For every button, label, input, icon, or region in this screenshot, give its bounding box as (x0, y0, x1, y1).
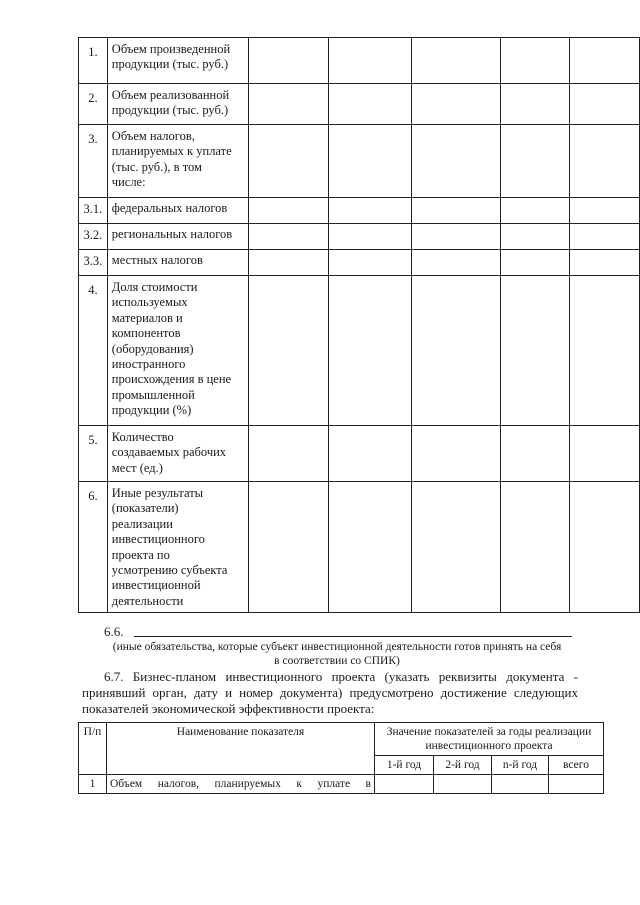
indicator-name-line: происхождения в цене (111, 372, 232, 387)
value-cell[interactable] (501, 84, 570, 125)
value-cell[interactable] (570, 38, 640, 84)
value-cell[interactable] (501, 224, 570, 250)
row-number: 1 (79, 775, 107, 794)
section-6-6 (104, 624, 124, 640)
indicator-name-line: (оборудования) (111, 341, 194, 356)
indicator-name-line: промышленной (111, 387, 195, 402)
indicator-name-line: продукции (тыс. руб.) (111, 103, 229, 118)
value-cell[interactable] (329, 224, 412, 250)
row-number: 3.3. (79, 250, 108, 276)
note-line: в соответствии со СПИК) (274, 655, 400, 667)
value-cell[interactable] (501, 250, 570, 276)
indicator-name-line: Доля стоимости (111, 280, 198, 294)
indicator-name-line: планируемых к уплате (111, 144, 232, 159)
table-row (79, 125, 640, 198)
value-cell[interactable] (249, 38, 329, 84)
section-6-7-paragraph: 6.7. Бизнес-планом инвестиционного проекта (указать реквизиты документа - принявший орган, дату и номер документа) предусмотрено достижение следующих показателей экономической эффективности проекта: (82, 669, 578, 716)
value-cell[interactable] (249, 198, 329, 224)
indicators-table (78, 37, 640, 613)
value-cell[interactable] (570, 224, 640, 250)
indicator-name (107, 125, 248, 198)
column-header-group: Значение показателей за годы реализации инвестиционного проекта (375, 723, 604, 756)
table-row (79, 276, 640, 426)
value-cell[interactable] (412, 198, 501, 224)
section-6-6-note (82, 640, 592, 668)
value-cell[interactable] (570, 276, 640, 426)
value-cell[interactable] (570, 250, 640, 276)
row-number: 4. (79, 276, 108, 426)
indicator-name-line: продукции (тыс. руб.) (111, 57, 229, 72)
value-cell[interactable] (501, 125, 570, 198)
indicator-name-line: числе: (111, 175, 146, 190)
value-cell[interactable] (412, 224, 501, 250)
column-header-year2: 2-й год (434, 756, 492, 775)
value-cell[interactable] (329, 482, 412, 613)
value-cell[interactable] (329, 250, 412, 276)
value-cell[interactable] (329, 198, 412, 224)
value-cell[interactable] (249, 426, 329, 482)
value-cell[interactable] (501, 198, 570, 224)
indicator-name-line: Объем произведенной (111, 42, 231, 56)
table-header-row (79, 723, 604, 756)
fill-in-line[interactable] (134, 636, 572, 637)
value-cell[interactable] (412, 276, 501, 426)
table-row (79, 224, 640, 250)
indicator-name (107, 198, 248, 224)
indicator-name-line: инвестиционного (111, 532, 205, 547)
section-number: 6.6. (104, 624, 124, 639)
value-cell[interactable] (434, 775, 492, 794)
table-row (79, 38, 640, 84)
value-cell[interactable] (570, 426, 640, 482)
indicator-name-line: усмотрению субъекта (111, 563, 228, 578)
value-cell[interactable] (501, 482, 570, 613)
indicator-name (107, 250, 248, 276)
indicator-name-line: материалов и (111, 310, 183, 325)
efficiency-table (78, 722, 604, 794)
indicator-name-line: Объем реализованной (111, 88, 230, 102)
row-number: 1. (79, 38, 108, 84)
value-cell[interactable] (501, 38, 570, 84)
table-row (79, 84, 640, 125)
column-header-name: Наименование показателя (107, 723, 375, 775)
value-cell[interactable] (570, 482, 640, 613)
note-line: (иные обязательства, которые субъект инвестиционной деятельности готов принять на себя (112, 641, 562, 653)
value-cell[interactable] (501, 276, 570, 426)
indicator-name-line: (тыс. руб.), в том (111, 159, 202, 174)
value-cell[interactable] (570, 125, 640, 198)
indicator-name-line: проекта по (111, 547, 170, 562)
value-cell[interactable] (412, 482, 501, 613)
indicator-name-line: используемых (111, 295, 188, 310)
indicator-name-line: создаваемых рабочих (111, 445, 227, 460)
value-cell[interactable] (329, 125, 412, 198)
table-row (79, 482, 640, 613)
value-cell[interactable] (412, 426, 501, 482)
column-header-num: П/п (79, 723, 107, 775)
row-number: 3.2. (79, 224, 108, 250)
indicator-name: Объем налогов, планируемых к уплате в (107, 775, 375, 794)
value-cell[interactable] (412, 125, 501, 198)
indicator-name-line: компонентов (111, 326, 181, 341)
indicator-name-line: региональных налогов (111, 227, 233, 241)
indicator-name (107, 426, 248, 482)
indicator-name-line: Иные результаты (111, 486, 204, 500)
value-cell[interactable] (412, 250, 501, 276)
indicator-name-line: федеральных налогов (111, 201, 228, 215)
value-cell[interactable] (549, 775, 604, 794)
indicator-name (107, 482, 248, 613)
value-cell[interactable] (329, 38, 412, 84)
column-header-total: всего (549, 756, 604, 775)
value-cell[interactable] (412, 38, 501, 84)
value-cell[interactable] (329, 84, 412, 125)
value-cell[interactable] (412, 84, 501, 125)
value-cell[interactable] (249, 224, 329, 250)
indicator-name-line: Объем налогов, (111, 129, 195, 143)
indicator-name-line: иностранного (111, 357, 186, 372)
value-cell[interactable] (249, 125, 329, 198)
row-number: 5. (79, 426, 108, 482)
row-number: 2. (79, 84, 108, 125)
indicator-name-line: инвестиционной (111, 578, 201, 593)
value-cell[interactable] (501, 426, 570, 482)
column-header-year1: 1-й год (375, 756, 434, 775)
indicator-name-line: местных налогов (111, 253, 203, 267)
value-cell[interactable] (570, 84, 640, 125)
table-row (79, 775, 604, 794)
indicator-name-line: (показатели) (111, 501, 179, 516)
table-row (79, 250, 640, 276)
indicator-name-line: мест (ед.) (111, 460, 163, 475)
value-cell[interactable] (329, 426, 412, 482)
indicator-name-line: деятельности (111, 593, 184, 608)
value-cell[interactable] (249, 250, 329, 276)
value-cell[interactable] (249, 84, 329, 125)
value-cell[interactable] (570, 198, 640, 224)
column-header-yearn: n-й год (492, 756, 549, 775)
row-number: 3.1. (79, 198, 108, 224)
indicator-name (107, 84, 248, 125)
indicator-name-line: Количество (111, 430, 174, 444)
value-cell[interactable] (375, 775, 434, 794)
table-row (79, 198, 640, 224)
value-cell[interactable] (492, 775, 549, 794)
indicator-name (107, 224, 248, 250)
table-row (79, 426, 640, 482)
value-cell[interactable] (249, 276, 329, 426)
row-number: 6. (79, 482, 108, 613)
row-number: 3. (79, 125, 108, 198)
value-cell[interactable] (249, 482, 329, 613)
indicator-name (107, 38, 248, 84)
indicator-name-line: продукции (%) (111, 403, 192, 418)
value-cell[interactable] (329, 276, 412, 426)
indicator-name-line: реализации (111, 516, 173, 531)
indicator-name (107, 276, 248, 426)
